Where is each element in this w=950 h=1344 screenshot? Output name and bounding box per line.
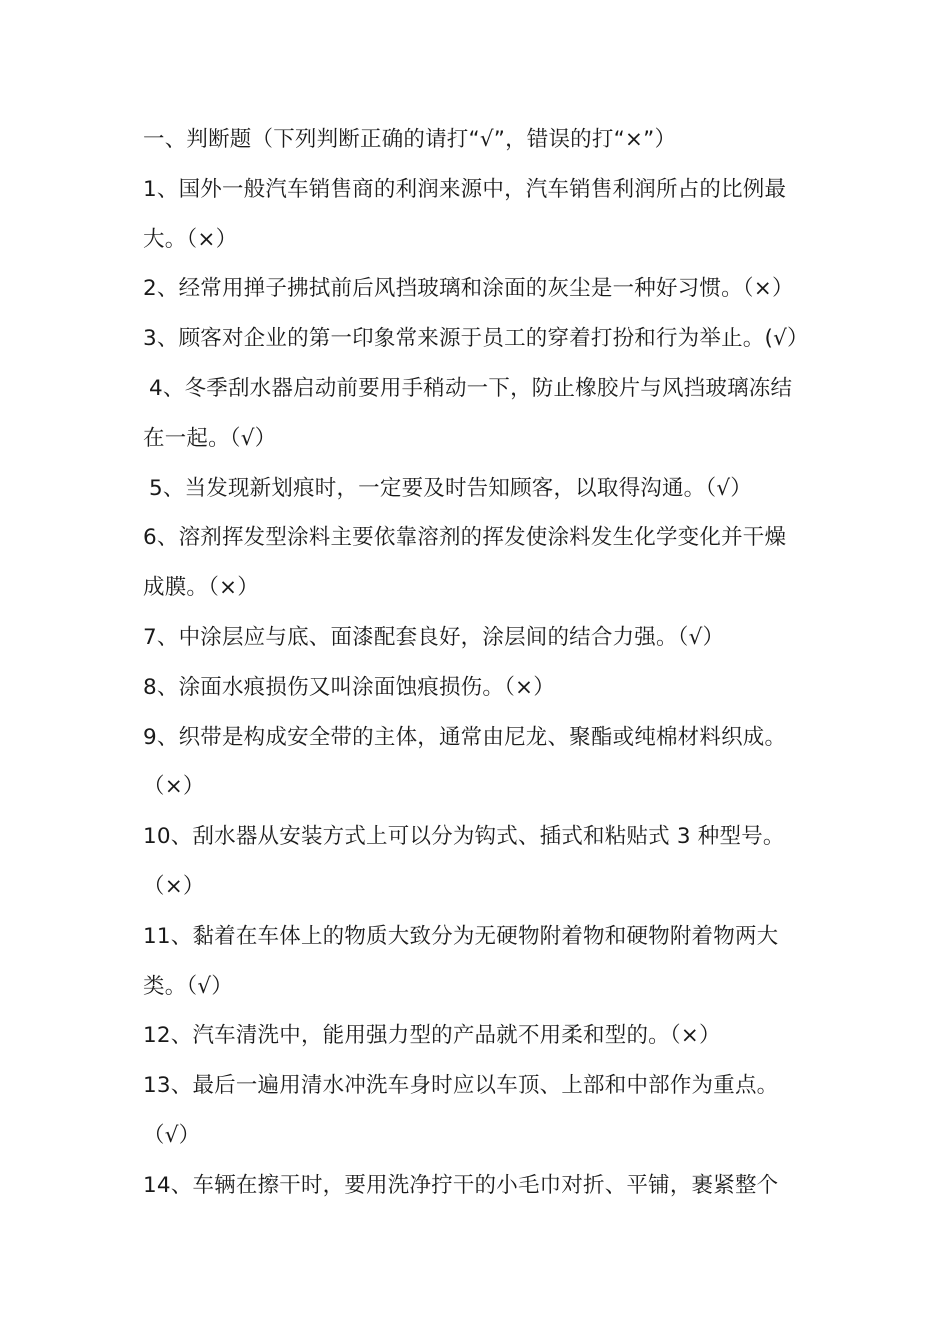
question-3: 3、顾客对企业的第一印象常来源于员工的穿着打扮和行为举止。(√） xyxy=(143,326,809,352)
question-2: 2、经常用掸子拂拭前后风挡玻璃和涂面的灰尘是一种好习惯。（×） xyxy=(143,276,794,302)
question-7: 7、中涂层应与底、面漆配套良好，涂层间的结合力强。（√） xyxy=(143,624,725,650)
question-11-line-2: 类。（√） xyxy=(143,973,233,999)
document-body xyxy=(143,115,823,1211)
question-6-line-1: 6、溶剂挥发型涂料主要依靠溶剂的挥发使涂料发生化学变化并干燥 xyxy=(143,525,787,551)
question-9-line-1: 9、织带是构成安全带的主体，通常由尼龙、聚酯或纯棉材料织成。 xyxy=(143,724,787,750)
question-10-line-2: （×） xyxy=(143,873,205,899)
question-1-line-2: 大。（×） xyxy=(143,226,238,252)
question-8: 8、涂面水痕损伤又叫涂面蚀痕损伤。（×） xyxy=(143,674,555,700)
question-6-line-2: 成膜。（×） xyxy=(143,575,259,601)
question-5: 5、当发现新划痕时，一定要及时告知顾客，以取得沟通。（√） xyxy=(149,475,752,501)
question-14-line-1: 14、车辆在擦干时，要用洗净拧干的小毛巾对折、平铺，裹紧整个 xyxy=(143,1172,779,1198)
question-13-line-1: 13、最后一遍用清水冲洗车身时应以车顶、上部和中部作为重点。 xyxy=(143,1073,779,1099)
question-4-line-1: 4、冬季刮水器启动前要用手稍动一下，防止橡胶片与风挡玻璃冻结 xyxy=(149,375,793,401)
question-9-line-2: （×） xyxy=(143,774,205,800)
question-4-line-2: 在一起。（√） xyxy=(143,425,277,451)
section-heading: 一、判断题（下列判断正确的请打“√”，错误的打“×”） xyxy=(143,127,677,152)
question-13-line-2: （√） xyxy=(143,1122,201,1148)
question-1-line-1: 1、国外一般汽车销售商的利润来源中，汽车销售利润所占的比例最 xyxy=(143,176,787,202)
question-10-line-1: 10、刮水器从安装方式上可以分为钩式、插式和粘贴式 3 种型号。 xyxy=(143,824,785,850)
question-12: 12、汽车清洗中，能用强力型的产品就不用柔和型的。（×） xyxy=(143,1023,721,1049)
question-11-line-1: 11、黏着在车体上的物质大致分为无硬物附着物和硬物附着物两大 xyxy=(143,923,779,949)
